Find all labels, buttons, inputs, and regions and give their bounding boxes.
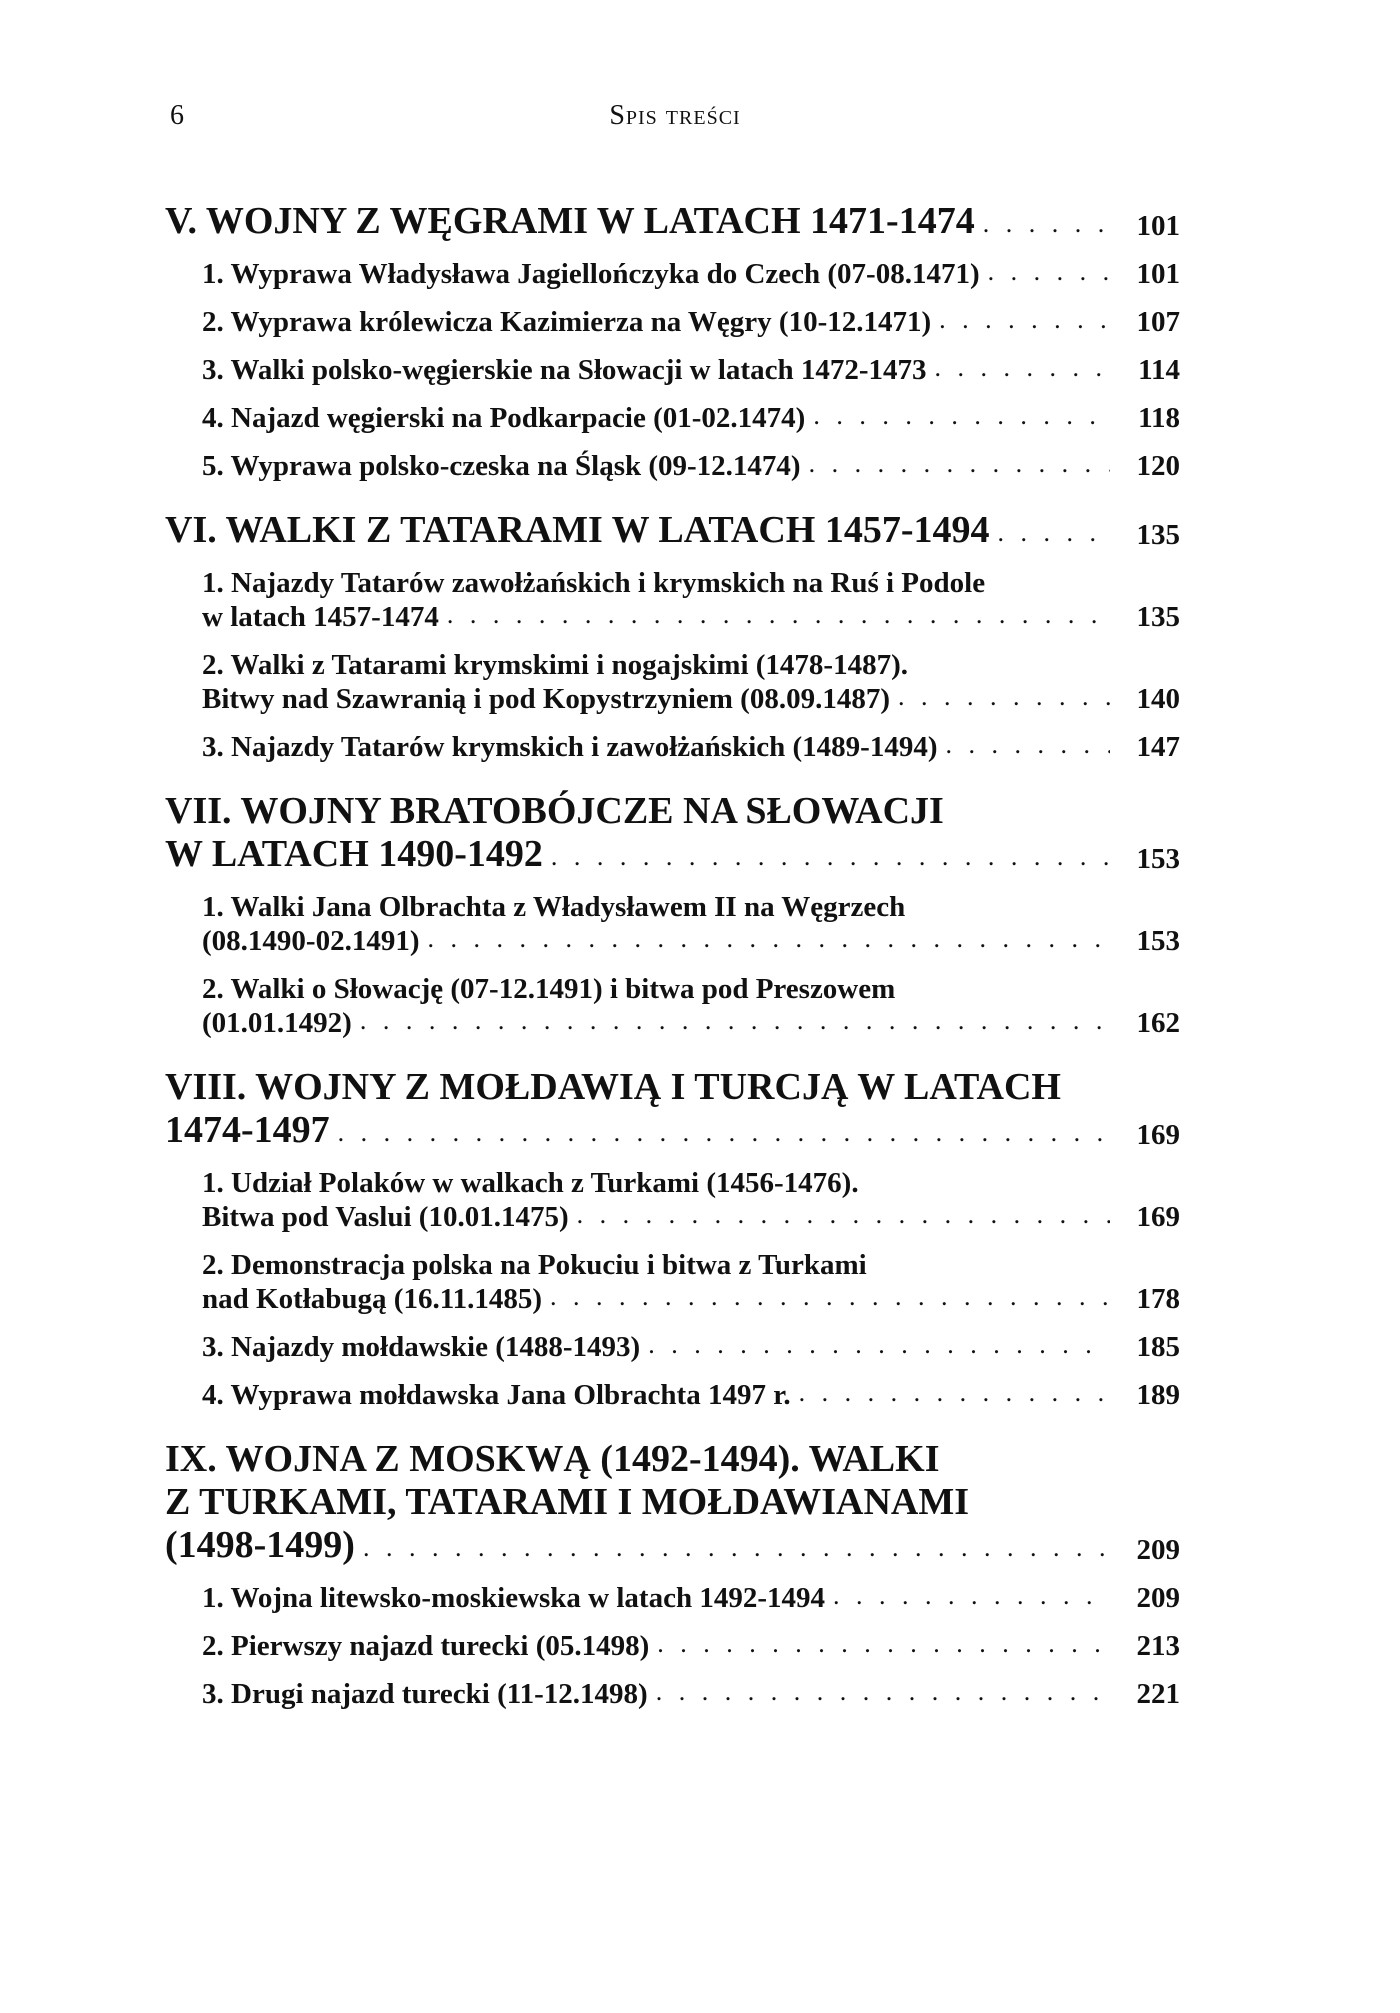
chapter-6 [165, 509, 1180, 764]
section-entry[interactable] [202, 449, 1180, 483]
page-number: 6 [170, 100, 184, 131]
section-entry[interactable] [202, 682, 1180, 716]
section-title-first-line: 2. Walki z Tatarami krymskimi i nogajskimi (1478-1487). [202, 649, 908, 681]
chapter-title: 1474-1497 [165, 1109, 330, 1151]
section-title-first-line: 1. Walki Jana Olbrachta z Władysławem II na Węgrzech [202, 891, 906, 923]
dot-leader [998, 518, 1111, 552]
dot-leader [447, 600, 1110, 634]
section-entry[interactable] [202, 1378, 1180, 1412]
page-ref: 221 [1136, 1678, 1180, 1710]
page-ref: 169 [1136, 1119, 1180, 1151]
dot-leader [551, 842, 1110, 876]
page-ref: 140 [1136, 683, 1180, 715]
page-ref: 135 [1136, 519, 1180, 551]
section-entry[interactable] [202, 305, 1180, 339]
section-title-first-line: 1. Udział Polaków w walkach z Turkami (1456-1476). [202, 1167, 859, 1199]
section-entry[interactable] [202, 257, 1180, 291]
running-title: Spis treści [609, 100, 741, 131]
dot-leader [550, 1282, 1110, 1316]
chapter-8 [165, 1066, 1180, 1412]
page-ref: 153 [1136, 925, 1180, 957]
dot-leader [577, 1200, 1110, 1234]
dot-leader [656, 1677, 1110, 1711]
chapter-title: V. WOJNY Z WĘGRAMI W LATACH 1471-1474 [165, 200, 975, 242]
section-title: 4. Wyprawa mołdawska Jana Olbrachta 1497 r. [202, 1379, 791, 1411]
dot-leader [945, 730, 1110, 764]
page-ref: 107 [1136, 306, 1180, 338]
section-entry[interactable] [202, 1581, 1180, 1615]
section-title: 2. Wyprawa królewicza Kazimierza na Węgry (10-12.1471) [202, 306, 932, 338]
section-title-first-line: 1. Najazdy Tatarów zawołżańskich i krymskich na Ruś i Podole [202, 567, 986, 599]
dot-leader [363, 1533, 1110, 1567]
section-entry[interactable] [202, 1006, 1180, 1040]
section-entry[interactable] [202, 730, 1180, 764]
section-title: 3. Drugi najazd turecki (11-12.1498) [202, 1678, 648, 1710]
dot-leader [833, 1581, 1110, 1615]
page-ref: 169 [1136, 1201, 1180, 1233]
section-entry[interactable] [202, 401, 1180, 435]
page-ref: 101 [1136, 210, 1180, 242]
section-title: 5. Wyprawa polsko-czeska na Śląsk (09-12.1474) [202, 450, 801, 482]
section-entry[interactable] [202, 1677, 1180, 1711]
page-ref: 209 [1136, 1534, 1180, 1566]
page-ref: 213 [1136, 1630, 1180, 1662]
dot-leader [799, 1378, 1110, 1412]
dot-leader [988, 257, 1110, 291]
running-head [0, 100, 1400, 140]
section-entry[interactable] [202, 1200, 1180, 1234]
section-entry[interactable] [202, 1282, 1180, 1316]
section-title: 1. Wyprawa Władysława Jagiellończyka do Czech (07-08.1471) [202, 258, 980, 290]
chapter-title-first-line: VIII. WOJNY Z MOŁDAWIĄ I TURCJĄ W LATACH [165, 1066, 1061, 1108]
page-ref: 153 [1136, 843, 1180, 875]
chapter-entry[interactable] [165, 509, 1180, 552]
page-ref: 101 [1136, 258, 1180, 290]
dot-leader [338, 1118, 1110, 1152]
section-title: Bitwy nad Szawranią i pod Kopystrzyniem (08.09.1487) [202, 683, 890, 715]
dot-leader [983, 209, 1110, 243]
chapter-title: W LATACH 1490-1492 [165, 833, 543, 875]
section-list [202, 257, 1180, 483]
section-title: Bitwa pod Vaslui (10.01.1475) [202, 1201, 569, 1233]
table-of-contents [165, 200, 1180, 1737]
section-entry[interactable] [202, 600, 1180, 634]
section-title: 3. Najazdy Tatarów krymskich i zawołżańskich (1489-1494) [202, 731, 938, 763]
section-title-first-line: 2. Demonstracja polska na Pokuciu i bitwa z Turkami [202, 1249, 867, 1281]
section-title: 1. Wojna litewsko-moskiewska w latach 1492-1494 [202, 1582, 825, 1614]
chapter-entry[interactable] [165, 1109, 1180, 1152]
dot-leader [935, 353, 1111, 387]
chapter-title: (1498-1499) [165, 1524, 355, 1566]
chapter-entry[interactable] [165, 1524, 1180, 1567]
section-title: w latach 1457-1474 [202, 601, 439, 633]
chapter-title-first-line: IX. WOJNA Z MOSKWĄ (1492-1494). WALKI [165, 1438, 940, 1480]
section-title: (08.1490-02.1491) [202, 925, 420, 957]
section-title: 3. Walki polsko-węgierskie na Słowacji w latach 1472-1473 [202, 354, 927, 386]
page-ref: 118 [1138, 402, 1180, 434]
section-entry[interactable] [202, 1629, 1180, 1663]
dot-leader [898, 682, 1110, 716]
page-ref: 162 [1136, 1007, 1180, 1039]
chapter-entry[interactable] [165, 833, 1180, 876]
page-ref: 135 [1136, 601, 1180, 633]
dot-leader [427, 924, 1110, 958]
chapter-7 [165, 790, 1180, 1040]
section-entry[interactable] [202, 1330, 1180, 1364]
page-ref: 189 [1136, 1379, 1180, 1411]
section-entry[interactable] [202, 353, 1180, 387]
section-list [202, 1581, 1180, 1711]
dot-leader [813, 401, 1110, 435]
chapter-5 [165, 200, 1180, 483]
section-entry[interactable] [202, 924, 1180, 958]
dot-leader [360, 1006, 1110, 1040]
section-title: 2. Pierwszy najazd turecki (05.1498) [202, 1630, 650, 1662]
dot-leader [657, 1629, 1110, 1663]
chapter-entry[interactable] [165, 200, 1180, 243]
page-ref: 178 [1136, 1283, 1180, 1315]
chapter-title: VI. WALKI Z TATARAMI W LATACH 1457-1494 [165, 509, 990, 551]
chapter-title-first-line: VII. WOJNY BRATOBÓJCZE NA SŁOWACJI [165, 790, 944, 832]
dot-leader [809, 449, 1110, 483]
page-ref: 209 [1136, 1582, 1180, 1614]
page-ref: 120 [1136, 450, 1180, 482]
page-ref: 185 [1136, 1331, 1180, 1363]
chapter-title-second-line: Z TURKAMI, TATARAMI I MOŁDAWIANAMI [165, 1481, 970, 1523]
section-title: (01.01.1492) [202, 1007, 352, 1039]
page-ref: 147 [1136, 731, 1180, 763]
page-ref: 114 [1138, 354, 1180, 386]
section-title: 4. Najazd węgierski na Podkarpacie (01-02.1474) [202, 402, 806, 434]
chapter-9 [165, 1438, 1180, 1711]
section-title: nad Kotłabugą (16.11.1485) [202, 1283, 542, 1315]
section-title: 3. Najazdy mołdawskie (1488-1493) [202, 1331, 641, 1363]
dot-leader [648, 1330, 1110, 1364]
section-title-first-line: 2. Walki o Słowację (07-12.1491) i bitwa pod Preszowem [202, 973, 896, 1005]
dot-leader [939, 305, 1110, 339]
